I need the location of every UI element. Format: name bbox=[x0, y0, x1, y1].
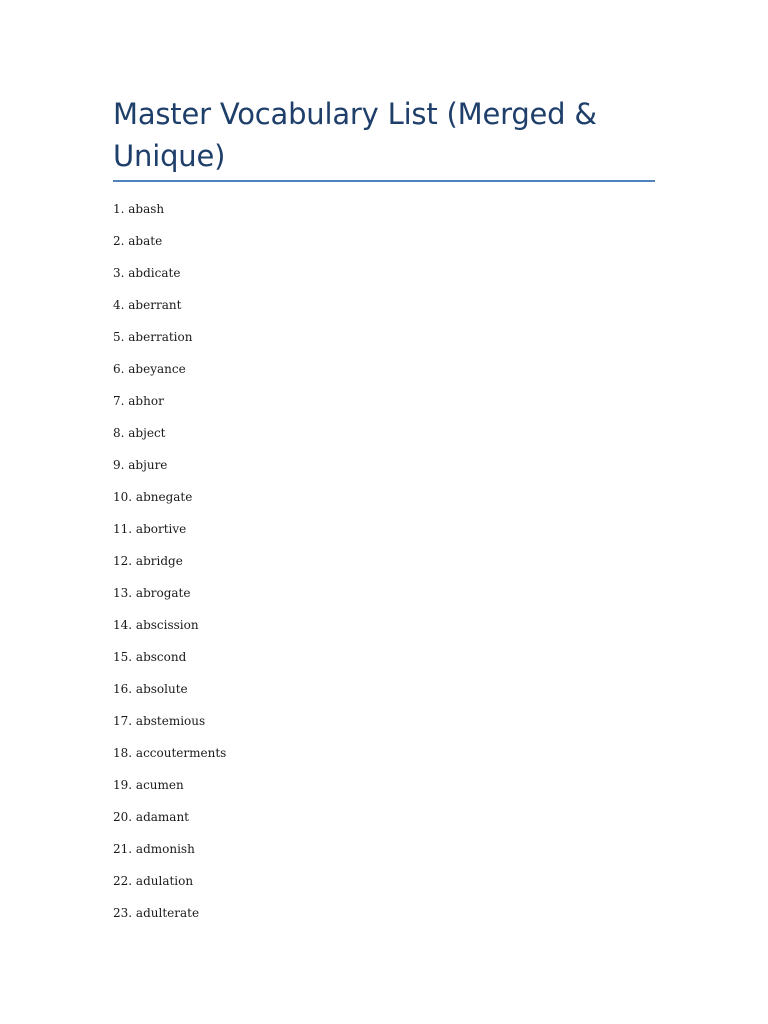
vocabulary-list bbox=[113, 199, 226, 935]
list-item-word: abdicate bbox=[128, 266, 181, 280]
list-item-word: abscission bbox=[135, 618, 199, 632]
list-item-number: 18. bbox=[113, 746, 133, 760]
list-item-number: 12. bbox=[113, 554, 133, 568]
list-item-number: 21. bbox=[113, 842, 133, 856]
page-title: Master Vocabulary List (Merged & Unique) bbox=[113, 97, 597, 173]
list-item-number: 15. bbox=[113, 650, 133, 664]
list-item-word: abate bbox=[128, 234, 163, 248]
list-item-number: 19. bbox=[113, 778, 133, 792]
list-item bbox=[113, 551, 226, 583]
list-item bbox=[113, 487, 226, 519]
list-item-number: 20. bbox=[113, 810, 133, 824]
list-item bbox=[113, 295, 226, 327]
list-item-number: 4. bbox=[113, 298, 125, 312]
list-item-word: admonish bbox=[135, 842, 195, 856]
list-item-word: absolute bbox=[135, 682, 188, 696]
list-item bbox=[113, 199, 226, 231]
list-item bbox=[113, 807, 226, 839]
list-item bbox=[113, 647, 226, 679]
list-item bbox=[113, 327, 226, 359]
list-item bbox=[113, 711, 226, 743]
list-item-word: abnegate bbox=[135, 490, 193, 504]
list-item-word: acumen bbox=[135, 778, 184, 792]
list-item-number: 11. bbox=[113, 522, 133, 536]
list-item-word: abstemious bbox=[135, 714, 206, 728]
list-item-word: aberrant bbox=[128, 298, 182, 312]
list-item-number: 14. bbox=[113, 618, 133, 632]
list-item-word: abeyance bbox=[128, 362, 186, 376]
list-item-word: abjure bbox=[128, 458, 168, 472]
list-item-word: aberration bbox=[128, 330, 193, 344]
list-item-word: adulation bbox=[135, 874, 194, 888]
list-item-word: abscond bbox=[135, 650, 187, 664]
list-item bbox=[113, 519, 226, 551]
list-item bbox=[113, 679, 226, 711]
list-item-word: abrogate bbox=[135, 586, 191, 600]
title-underline bbox=[113, 180, 655, 182]
list-item bbox=[113, 359, 226, 391]
list-item-number: 22. bbox=[113, 874, 133, 888]
list-item-number: 2. bbox=[113, 234, 125, 248]
list-item-number: 8. bbox=[113, 426, 125, 440]
list-item-word: abridge bbox=[135, 554, 183, 568]
list-item-number: 3. bbox=[113, 266, 125, 280]
list-item bbox=[113, 263, 226, 295]
list-item bbox=[113, 903, 226, 935]
list-item bbox=[113, 391, 226, 423]
list-item-word: adamant bbox=[135, 810, 189, 824]
list-item bbox=[113, 231, 226, 263]
list-item bbox=[113, 423, 226, 455]
list-item-number: 17. bbox=[113, 714, 133, 728]
list-item bbox=[113, 871, 226, 903]
list-item-word: accouterments bbox=[135, 746, 227, 760]
list-item bbox=[113, 775, 226, 807]
list-item-number: 1. bbox=[113, 202, 125, 216]
list-item-number: 13. bbox=[113, 586, 133, 600]
list-item-number: 6. bbox=[113, 362, 125, 376]
list-item bbox=[113, 743, 226, 775]
list-item bbox=[113, 615, 226, 647]
list-item-word: abortive bbox=[135, 522, 187, 536]
list-item-word: abhor bbox=[128, 394, 164, 408]
list-item bbox=[113, 839, 226, 871]
list-item-word: abject bbox=[128, 426, 166, 440]
list-item-number: 9. bbox=[113, 458, 125, 472]
list-item-number: 16. bbox=[113, 682, 133, 696]
list-item bbox=[113, 455, 226, 487]
list-item-number: 23. bbox=[113, 906, 133, 920]
list-item-number: 7. bbox=[113, 394, 125, 408]
list-item bbox=[113, 583, 226, 615]
list-item-number: 10. bbox=[113, 490, 133, 504]
list-item-word: adulterate bbox=[135, 906, 200, 920]
list-item-number: 5. bbox=[113, 330, 125, 344]
list-item-word: abash bbox=[128, 202, 165, 216]
